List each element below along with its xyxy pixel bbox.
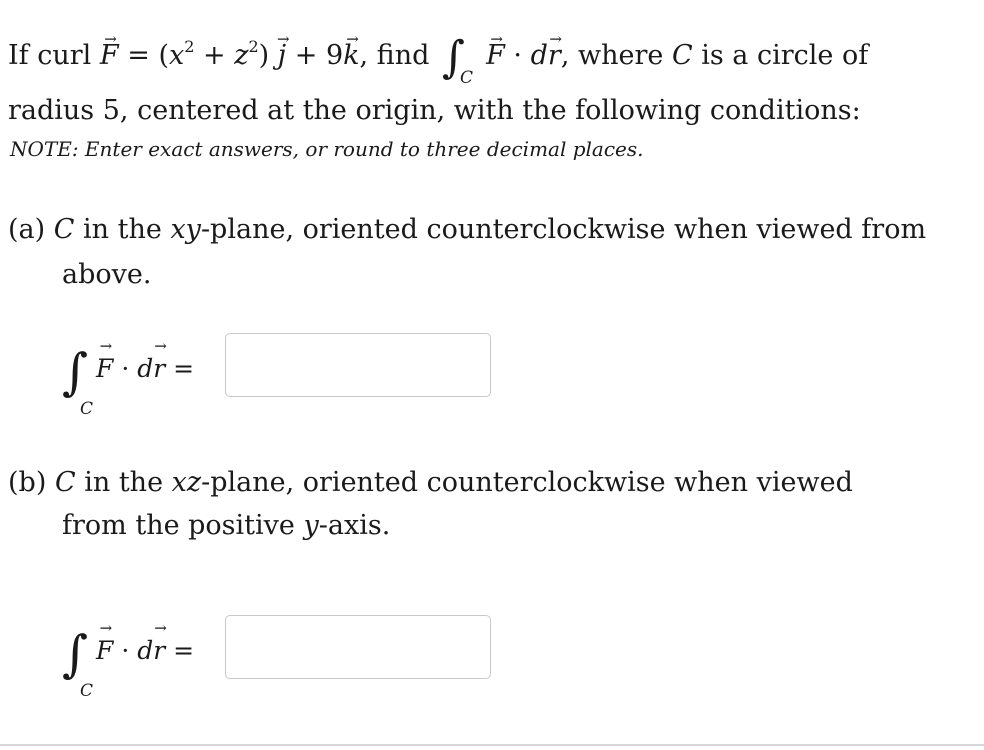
bottom-divider bbox=[0, 744, 984, 746]
part-a-line-1 bbox=[8, 213, 926, 247]
text-find: , find bbox=[359, 40, 430, 71]
part-b-answer-input[interactable] bbox=[225, 615, 491, 679]
part-b-integral-expression bbox=[62, 625, 195, 701]
part-a-integral-symbol: ∫ C bbox=[62, 343, 94, 419]
note-text: NOTE: Enter exact answers, or round to three decimal places. bbox=[10, 137, 644, 161]
part-a-integral-expression bbox=[62, 343, 195, 419]
part-b-text-in-the: in the bbox=[84, 467, 164, 498]
exponent-2-x: 2 bbox=[184, 37, 195, 56]
vector-r: → r bbox=[548, 39, 561, 73]
plus-sign: + bbox=[203, 40, 226, 71]
part-a-line-2: above. bbox=[62, 259, 152, 290]
part-b-label: (b) bbox=[8, 467, 47, 498]
text-circle-of: is a circle of bbox=[701, 40, 869, 71]
part-b-axis-var: y bbox=[303, 510, 319, 541]
paren-close: ) bbox=[258, 40, 270, 71]
var-x: x bbox=[168, 40, 185, 71]
text-where: , where bbox=[560, 40, 664, 71]
part-a-d: d bbox=[137, 354, 154, 383]
part-b-line-1 bbox=[8, 466, 853, 500]
text-if-curl: If curl bbox=[8, 40, 92, 71]
exponent-2-z: 2 bbox=[248, 37, 259, 56]
part-a-text-in-the: in the bbox=[83, 214, 162, 245]
vector-F: → F bbox=[100, 39, 119, 73]
part-a-vector-F: → F bbox=[96, 354, 113, 383]
part-b-vector-r: → r bbox=[153, 636, 165, 665]
unit-vector-k: → k bbox=[343, 39, 359, 73]
dot-operator: · bbox=[513, 40, 522, 71]
part-b-d: d bbox=[137, 636, 154, 665]
part-a-integral-subscript: C bbox=[80, 399, 94, 419]
part-b-vector-F: → F bbox=[96, 636, 113, 665]
vector-F-integrand: → F bbox=[486, 39, 505, 73]
part-b-var-C: C bbox=[54, 467, 76, 498]
integral-symbol: ∫ C bbox=[442, 41, 465, 75]
part-b-text-axis: -axis. bbox=[318, 510, 391, 541]
part-a-var-C: C bbox=[53, 214, 75, 245]
var-C: C bbox=[671, 40, 693, 71]
part-a-vector-r: → r bbox=[153, 354, 165, 383]
part-b-equals: = bbox=[173, 636, 195, 665]
differential-d: d bbox=[530, 40, 548, 71]
part-b-integral-symbol: ∫ C bbox=[62, 625, 94, 701]
part-b-line-2 bbox=[62, 509, 390, 543]
plus-nine: + 9 bbox=[294, 40, 344, 71]
paren-open: ( bbox=[158, 40, 169, 71]
problem-line-2: radius 5, centered at the origin, with the following conditions: bbox=[8, 95, 861, 126]
equals-sign: = bbox=[127, 40, 150, 71]
part-a-text-plane: -plane, oriented counterclockwise when viewed from bbox=[200, 214, 927, 245]
part-b-text-from: from the positive bbox=[62, 510, 295, 541]
problem-line-1 bbox=[8, 30, 869, 88]
part-b-plane-var: xz bbox=[171, 467, 202, 498]
part-a-answer-input[interactable] bbox=[225, 333, 491, 397]
part-a-equals: = bbox=[173, 354, 195, 383]
unit-vector-j: → j bbox=[278, 39, 286, 73]
part-a-label: (a) bbox=[8, 214, 46, 245]
part-a-answer-row bbox=[62, 333, 502, 419]
var-z: z bbox=[234, 40, 249, 71]
integral-subscript-C: C bbox=[459, 68, 473, 88]
part-a-dot: · bbox=[121, 354, 130, 383]
part-b-answer-row bbox=[62, 615, 502, 701]
part-b-integral-subscript: C bbox=[80, 681, 94, 701]
part-a-plane-var: xy bbox=[170, 214, 201, 245]
part-b-text-plane: -plane, oriented counterclockwise when viewed bbox=[201, 467, 853, 498]
part-b-dot: · bbox=[121, 636, 130, 665]
